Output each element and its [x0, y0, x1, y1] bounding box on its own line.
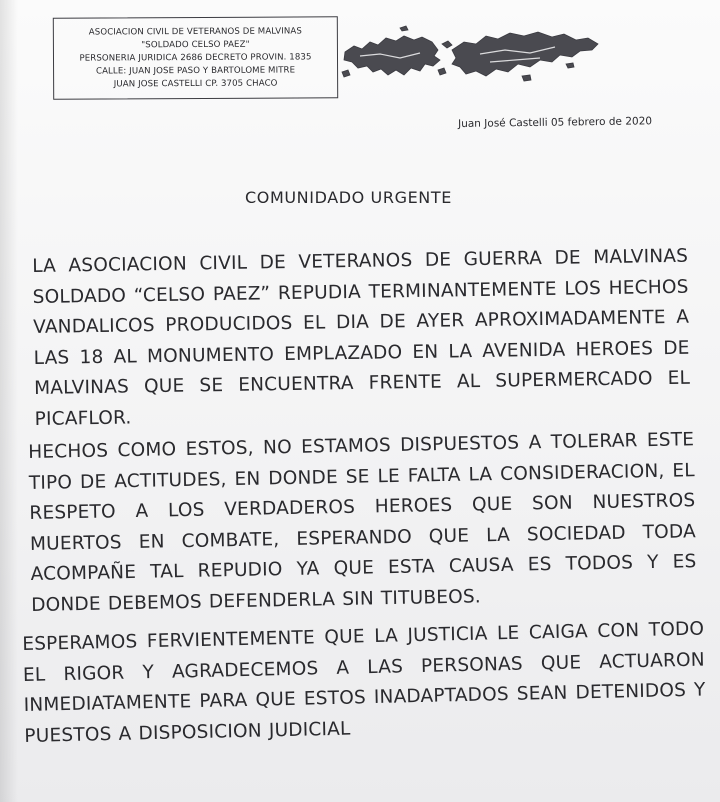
letterhead-line: JUAN JOSE CASTELLI CP. 3705 CHACO [113, 78, 278, 90]
body-paragraph-2: HECHOS COMO ESTOS, NO ESTAMOS DISPUESTOS A TOLERAR ESTE TIPO DE ACTITUDES, EN DONDE SE LE FALTA LA CONSIDERACION, EL RESPETO A LOS VERDADEROS HEROES QUE SON NUESTROS MUERTOS EN COMBATE, ESPERANDO QUE LA SOCIEDAD TODA ACOMPAÑE TAL REPUDIO YA QUE ESTA CAUSA ES TODOS Y ES DONDE DEBEMOS DEFENDERLA SIN TITUBEOS. [28, 429, 697, 616]
islet-shape [400, 26, 408, 31]
letterhead-box [53, 16, 338, 99]
letterhead-line: ASOCIACION CIVIL DE VETERANOS DE MALVINAS [88, 26, 302, 38]
document-title: COMUNIDADO URGENTE [245, 188, 452, 207]
letterhead-line: CALLE: JUAN JOSE PASO Y BARTOLOME MITRE [95, 65, 296, 77]
body-paragraph-3: ESPERAMOS FERVIENTEMENTE QUE LA JUSTICIA LE CAIGA CON TODO EL RIGOR Y AGRADECEMOS A LAS PERSONAS QUE ACTUARON INMEDIATAMENTE PARA QUE ESTOS INADAPTADOS SEAN DETENIDOS Y PUESTOS A DISPOSICION JUDICIAL [22, 618, 706, 747]
letterhead-line: "SOLDADO CELSO PAEZ" [141, 39, 250, 51]
malvinas-map-icon [340, 20, 605, 90]
date-location: Juan José Castelli 05 febrero de 2020 [458, 115, 653, 130]
body-paragraph-1: LA ASOCIACION CIVIL DE VETERANOS DE GUERRA DE MALVINAS SOLDADO “CELSO PAEZ” REPUDIA TERMINANTEMENTE LOS HECHOS VANDALICOS PRODUCIDOS EL DIA DE AYER APROXIMADAMENTE A LAS 18 AL MONUMENTO EMPLAZADO EN LA AVENIDA HEROES DE MALVINAS QUE SE ENCUENTRA FRENTE AL SUPERMERCADO EL PICAFLOR. [32, 245, 691, 430]
letterhead-line: PERSONERIA JURIDICA 2686 DECRETO PROVIN. 1835 [79, 52, 312, 64]
islet-shape [442, 41, 452, 48]
west-island-shape [344, 36, 440, 75]
east-island-shape [452, 32, 598, 76]
islet-shape [522, 75, 531, 81]
islet-shape [342, 70, 350, 77]
islet-shape [566, 63, 574, 68]
page-shadow [0, 0, 18, 802]
islet-shape [438, 68, 446, 75]
